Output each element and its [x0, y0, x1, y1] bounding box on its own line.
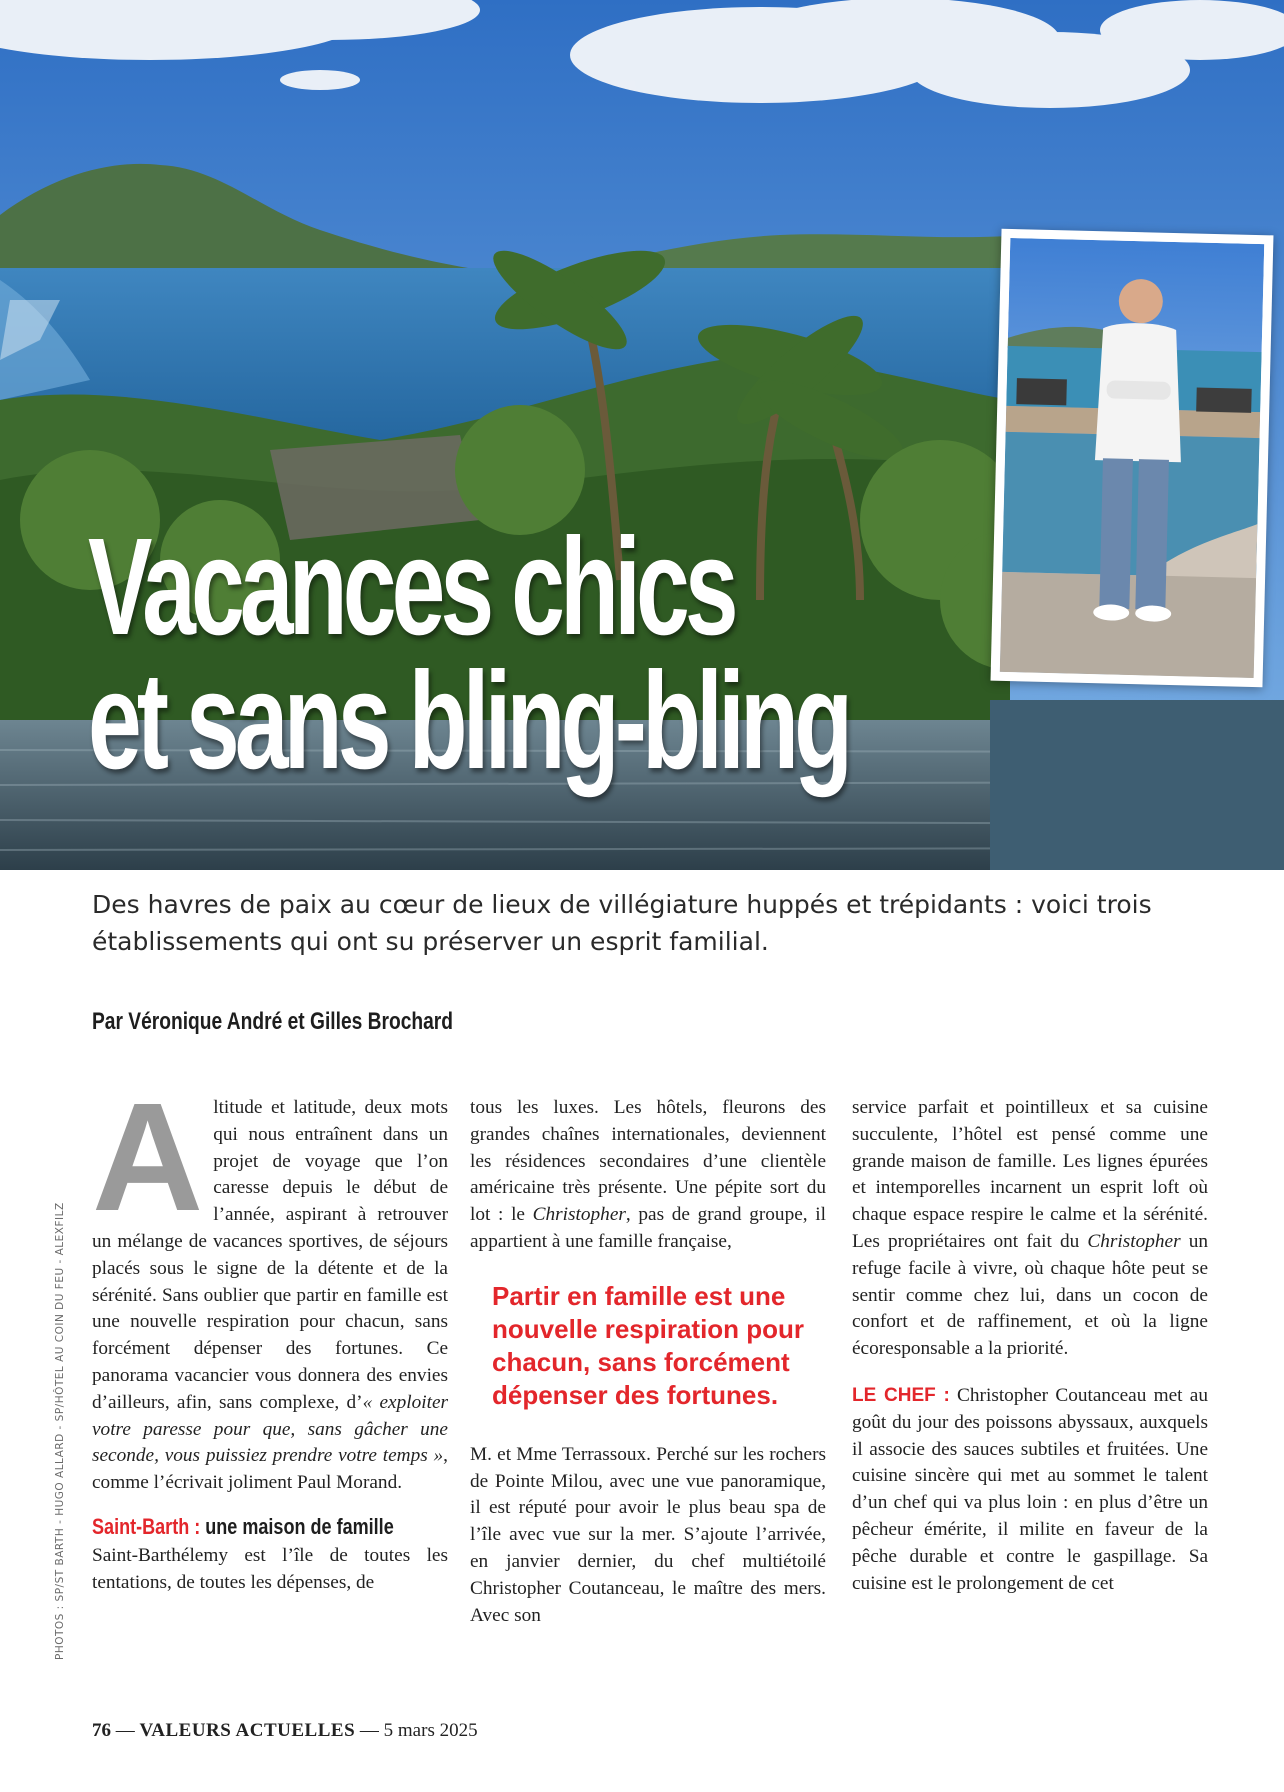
- issue-date: 5 mars 2025: [383, 1720, 478, 1741]
- page-number: 76: [92, 1720, 111, 1741]
- paragraph-text: service parfait et pointilleux et sa cuisine succulente, l’hôtel est pensé comme une grande maison de famille. Les lignes épurées et intemporelles incarnent un esprit loft où chaque espace respire le calme et la sérénité. Les propriétaires ont fait du: [852, 1097, 1208, 1252]
- footer-dash: —: [359, 1720, 379, 1741]
- chef-photo: [991, 229, 1274, 688]
- paragraph-text-end: , pas de grand groupe, il appartient à une famille française,: [470, 1204, 826, 1252]
- quote-text: « exploiter votre paresse pour que, sans gâcher une seconde, vous puissiez prendre votre temps »: [92, 1391, 449, 1467]
- article-column-1: [92, 1071, 449, 1597]
- article-column-3: [852, 1095, 1208, 1597]
- page-footer: [92, 1720, 478, 1742]
- paragraph-lead: LE CHEF :: [852, 1384, 950, 1406]
- chef-portrait-image: [1000, 238, 1265, 678]
- subhead-place: Saint-Barth :: [92, 1513, 201, 1539]
- drop-cap: A: [92, 1071, 204, 1243]
- magazine-name: VALEURS ACTUELLES: [139, 1720, 356, 1741]
- paragraph: [852, 1383, 1208, 1597]
- paragraph: [92, 1071, 449, 1497]
- section-subhead: [92, 1513, 394, 1541]
- pull-quote: Partir en famille est une nouvelle respiration pour chacun, sans forcément dépenser des fortunes.: [492, 1280, 805, 1410]
- subhead-title: une maison de famille: [205, 1513, 394, 1539]
- article-column-2: [470, 1095, 826, 1629]
- paragraph: [470, 1095, 826, 1256]
- paragraph: M. et Mme Terrassoux. Perché sur les rochers de Pointe Milou, avec une vue panoramique, il est réputé pour avoir le plus beau spa de l’île avec vue sur la mer. S’ajoute l’arrivée, en janvier dernier, du chef multiétoilé Christopher Coutanceau, le maître des mers. Avec son: [470, 1443, 826, 1626]
- paragraph-text-end: , comme l’écrivait joliment Paul Morand.: [92, 1445, 448, 1494]
- paragraph-text: Christopher Coutanceau met au goût du jour des poissons abyssaux, auxquels il associe des sauces subtiles et fruitées. Une cuisine sincère qui met au sommet le talent d’un chef qui va plus loin : en plus d’être un pêcheur émérite, il milite en faveur de la pêche durable et contre le gaspillage. Sa cuisine est le prolongement de cet: [852, 1384, 1208, 1594]
- paragraph: [852, 1095, 1208, 1363]
- intro-text: Des havres de paix au cœur de lieux de villégiature huppés et trépidants : voici trois établissements qui ont su préserver un esprit familial.: [92, 890, 1152, 956]
- paragraph-text: ltitude et latitude, deux mots qui nous entraînent dans un projet de voyage que l’on caresse depuis le début de l’année, aspirant à retrouver un mélange de vacances sportives, de séjours placés sous le signe de la détente et de la sérénité. Sans oublier que partir en famille est une nouvelle respiration pour chacun, sans forcément dépenser des fortunes. Ce panorama vacancier vous donnera des envies d’ailleurs, afin, sans complexe, d’: [92, 1097, 448, 1413]
- photo-credit: PHOTOS : SP/ST BARTH - HUGO ALLARD - SP/HÔTEL AU COIN DU FEU - ALEXFILZ: [54, 1202, 66, 1660]
- headline: [88, 510, 849, 798]
- headline-line-1: Vacances chics: [88, 510, 734, 664]
- footer-dash: —: [115, 1720, 135, 1741]
- byline: Par Véronique André et Gilles Brochard: [92, 1008, 453, 1035]
- paragraph: Saint-Barthélemy est l’île de toutes les tentations, de toutes les dépenses, de: [92, 1544, 448, 1593]
- headline-line-2: et sans bling-bling: [88, 644, 849, 798]
- hotel-name: Christopher: [532, 1204, 626, 1226]
- hotel-name: Christopher: [1087, 1230, 1181, 1252]
- paragraph-text-end: un refuge facile à vivre, où chaque hôte peut se sentir comme chez lui, dans un cocon de confort et de raffinement, et où la ligne écoresponsable a la priorité.: [852, 1230, 1208, 1360]
- paragraph-text: tous les luxes. Les hôtels, fleurons des grandes chaînes internationales, deviennent les résidences secondaires d’une clientèle américaine très présente. Une pépite sort du lot : le: [470, 1097, 826, 1226]
